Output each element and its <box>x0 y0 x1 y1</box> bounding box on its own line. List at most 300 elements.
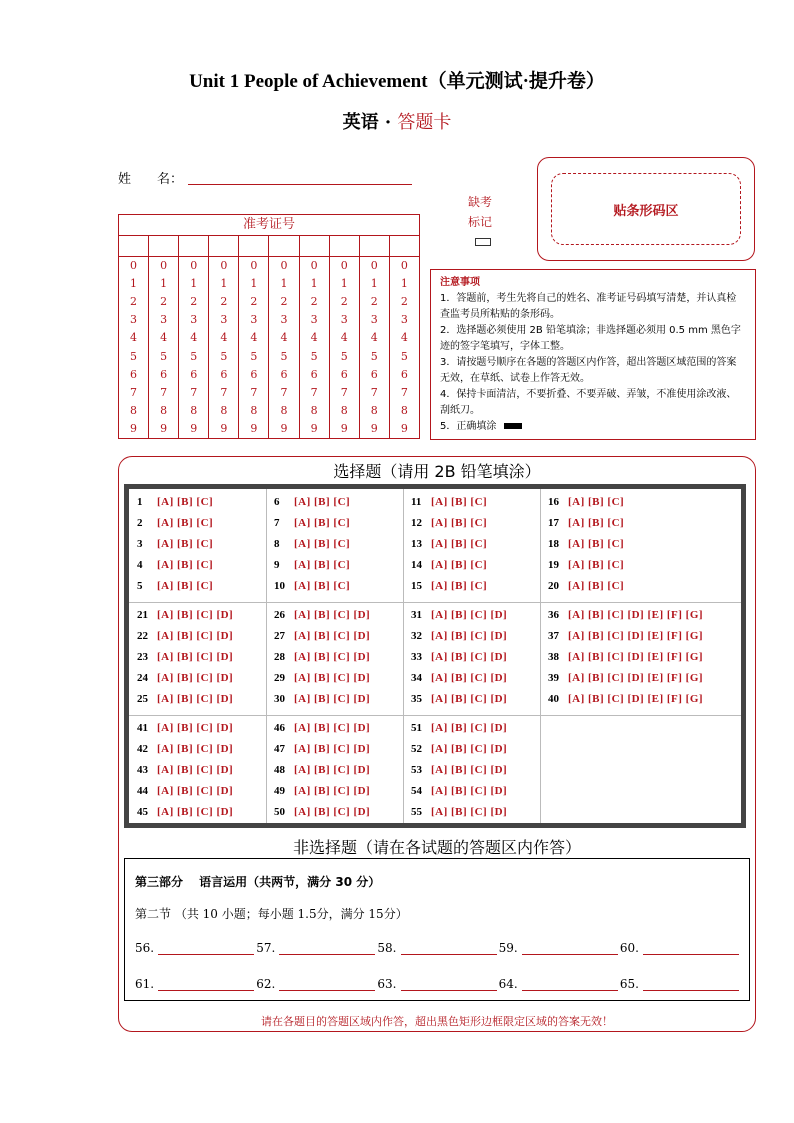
option-bubbles[interactable]: [A] [B] [C] <box>157 517 214 529</box>
question-row[interactable] <box>274 626 403 647</box>
question-number: 13 <box>411 538 422 550</box>
exam-digit-bubble[interactable]: 9 <box>190 421 198 435</box>
exam-digit-bubble[interactable]: 7 <box>190 385 198 399</box>
question-number: 53 <box>411 764 422 776</box>
question-row[interactable] <box>137 668 266 689</box>
exam-digit-bubble[interactable]: 5 <box>220 349 228 363</box>
exam-digit-bubble[interactable]: 7 <box>280 385 288 399</box>
question-number: 54 <box>411 785 422 797</box>
option-bubbles[interactable]: [A] [B] [C] [D] <box>431 609 508 621</box>
question-number: 4 <box>137 559 143 571</box>
exam-digit-column[interactable] <box>179 257 209 439</box>
exam-digit-bubble[interactable]: 3 <box>340 313 348 327</box>
exam-digit-bubble[interactable]: 5 <box>160 349 168 363</box>
exam-digit-bubble[interactable]: 2 <box>160 295 168 309</box>
exam-digit-bubble[interactable]: 6 <box>370 367 378 381</box>
question-row[interactable] <box>548 576 677 597</box>
notice-item: 3．请按题号顺序在各题的答题区内作答，超出答题区域范围的答案无效，在草纸、试卷上作答无效。 <box>440 357 737 384</box>
question-number: 28 <box>274 651 285 663</box>
grid-divider <box>403 489 404 823</box>
blank-line[interactable] <box>522 977 618 991</box>
option-bubbles[interactable]: [A] [B] [C] <box>431 538 488 550</box>
exam-digit-bubble[interactable]: 1 <box>370 277 378 291</box>
question-number: 10 <box>274 580 285 592</box>
exam-digit-bubble[interactable]: 9 <box>310 421 318 435</box>
question-block <box>540 602 704 710</box>
question-row[interactable] <box>548 647 704 668</box>
exam-digit-column[interactable] <box>360 257 390 439</box>
exam-number-cell[interactable] <box>209 236 239 256</box>
question-row[interactable] <box>548 555 677 576</box>
exam-digit-bubble[interactable]: 0 <box>400 259 408 272</box>
exam-digit-bubble[interactable]: 8 <box>250 403 258 417</box>
question-row[interactable] <box>548 492 677 513</box>
question-row[interactable] <box>411 781 540 802</box>
exam-digit-bubble[interactable]: 7 <box>250 385 258 399</box>
question-number: 50 <box>274 806 285 818</box>
option-bubbles[interactable]: [A] [B] [C] [D] [E] [F] [G] <box>568 651 704 663</box>
exam-digit-bubble[interactable]: 3 <box>400 313 408 327</box>
blank-number: 56. <box>135 941 155 955</box>
question-number: 29 <box>274 672 285 684</box>
exam-digit-bubble[interactable]: 8 <box>340 403 348 417</box>
part-title: 第三部分 语言运用（共两节，满分 30 分） <box>135 875 381 889</box>
option-bubbles[interactable]: [A] [B] [C] [D] <box>294 722 371 734</box>
answer-blank[interactable] <box>620 977 741 991</box>
nonchoice-section-title: 非选择题（请在各试题的答题区内作答） <box>292 838 581 857</box>
exam-digit-bubble[interactable]: 0 <box>190 259 198 272</box>
exam-digit-bubble[interactable]: 2 <box>220 295 228 309</box>
answer-blank[interactable] <box>377 941 498 955</box>
question-number: 39 <box>548 672 559 684</box>
exam-digit-bubble[interactable]: 0 <box>370 259 378 272</box>
exam-digit-bubble[interactable]: 0 <box>220 259 228 272</box>
blank-line[interactable] <box>401 941 497 955</box>
exam-number-cell[interactable] <box>239 236 269 256</box>
exam-digit-bubble[interactable]: 3 <box>370 313 378 327</box>
option-bubbles[interactable]: [A] [B] [C] <box>568 580 625 592</box>
question-row[interactable] <box>274 647 403 668</box>
question-row[interactable] <box>548 689 704 710</box>
answer-blank[interactable] <box>256 941 377 955</box>
option-bubbles[interactable]: [A] [B] [C] [D] <box>157 785 234 797</box>
exam-digit-bubble[interactable]: 8 <box>280 403 288 417</box>
exam-number-cell[interactable] <box>269 236 299 256</box>
exam-digit-bubble[interactable]: 6 <box>400 367 408 381</box>
exam-digit-bubble[interactable]: 8 <box>190 403 198 417</box>
blank-number: 61. <box>135 977 155 991</box>
answer-blank[interactable] <box>499 977 620 991</box>
option-bubbles[interactable]: [A] [B] [C] [D] <box>294 672 371 684</box>
option-bubbles[interactable]: [A] [B] [C] [D] [E] [F] [G] <box>568 609 704 621</box>
exam-digit-bubble[interactable]: 0 <box>250 259 258 272</box>
exam-digit-bubble[interactable]: 1 <box>190 277 198 291</box>
option-bubbles[interactable]: [A] [B] [C] <box>431 580 488 592</box>
exam-digit-bubble[interactable]: 5 <box>250 349 258 363</box>
exam-digit-column[interactable] <box>390 257 419 439</box>
exam-digit-bubble[interactable]: 6 <box>340 367 348 381</box>
option-bubbles[interactable]: [A] [B] [C] [D] <box>157 693 234 705</box>
exam-number-bubbles[interactable] <box>119 257 419 439</box>
exam-digit-bubble[interactable]: 1 <box>220 277 228 291</box>
exam-digit-bubble[interactable]: 4 <box>280 331 288 345</box>
option-bubbles[interactable]: [A] [B] [C] [D] [E] [F] [G] <box>568 672 704 684</box>
option-bubbles[interactable]: [A] [B] [C] [D] <box>157 806 234 818</box>
option-bubbles[interactable]: [A] [B] [C] <box>294 580 351 592</box>
question-number: 12 <box>411 517 422 529</box>
choice-section-title: 选择题（请用 2B 铅笔填涂） <box>333 462 541 481</box>
question-row[interactable] <box>137 576 266 597</box>
option-bubbles[interactable]: [A] [B] [C] [D] <box>431 630 508 642</box>
option-bubbles[interactable]: [A] [B] [C] <box>568 517 625 529</box>
exam-digit-bubble[interactable]: 6 <box>130 367 138 381</box>
blank-line[interactable] <box>158 977 254 991</box>
exam-digit-bubble[interactable]: 2 <box>250 295 258 309</box>
notice-box <box>430 269 756 440</box>
question-row[interactable] <box>548 534 677 555</box>
question-row[interactable] <box>137 555 266 576</box>
question-row[interactable] <box>411 802 540 823</box>
exam-digit-bubble[interactable]: 4 <box>370 331 378 345</box>
question-row[interactable] <box>274 513 403 534</box>
exam-digit-bubble[interactable]: 3 <box>310 313 318 327</box>
exam-digit-bubble[interactable]: 2 <box>340 295 348 309</box>
blank-number: 58. <box>377 941 397 955</box>
exam-digit-column[interactable] <box>239 257 269 439</box>
exam-digit-bubble[interactable]: 5 <box>130 349 138 363</box>
exam-digit-bubble[interactable]: 0 <box>160 259 168 272</box>
exam-digit-bubble[interactable]: 3 <box>220 313 228 327</box>
correct-fill-example <box>504 423 522 429</box>
exam-digit-bubble[interactable]: 1 <box>340 277 348 291</box>
exam-digit-bubble[interactable]: 5 <box>340 349 348 363</box>
question-row[interactable] <box>411 605 540 626</box>
question-row[interactable] <box>274 576 403 597</box>
question-row[interactable] <box>274 605 403 626</box>
exam-digit-bubble[interactable]: 9 <box>370 421 378 435</box>
question-row[interactable] <box>137 534 266 555</box>
answer-blank[interactable] <box>499 941 620 955</box>
question-row[interactable] <box>411 760 540 781</box>
notice-item-text: 5．正确填涂 <box>440 421 497 432</box>
blank-line[interactable] <box>522 941 618 955</box>
exam-digit-bubble[interactable]: 5 <box>280 349 288 363</box>
exam-digit-bubble[interactable]: 2 <box>310 295 318 309</box>
exam-digit-bubble[interactable]: 7 <box>160 385 168 399</box>
question-row[interactable] <box>274 534 403 555</box>
exam-digit-bubble[interactable]: 0 <box>130 259 138 272</box>
question-number: 51 <box>411 722 422 734</box>
question-row[interactable] <box>137 492 266 513</box>
question-row[interactable] <box>274 802 403 823</box>
exam-digit-bubble[interactable]: 2 <box>190 295 198 309</box>
question-number: 7 <box>274 517 280 529</box>
exam-digit-bubble[interactable]: 1 <box>130 277 138 291</box>
option-bubbles[interactable]: [A] [B] [C] <box>294 538 351 550</box>
option-bubbles[interactable]: [A] [B] [C] [D] <box>294 806 371 818</box>
question-row[interactable] <box>411 626 540 647</box>
answer-blank[interactable] <box>256 977 377 991</box>
exam-digit-bubble[interactable]: 4 <box>190 331 198 345</box>
blank-line[interactable] <box>158 941 254 955</box>
absent-mark-label <box>462 192 498 232</box>
option-bubbles[interactable]: [A] [B] [C] <box>431 496 488 508</box>
exam-digit-column[interactable] <box>149 257 179 439</box>
answer-blank[interactable] <box>135 977 256 991</box>
blank-number: 65. <box>619 977 639 991</box>
exam-digit-bubble[interactable]: 4 <box>340 331 348 345</box>
exam-digit-bubble[interactable]: 5 <box>190 349 198 363</box>
answer-area <box>118 456 756 1032</box>
option-bubbles[interactable]: [A] [B] [C] [D] <box>431 743 508 755</box>
option-bubbles[interactable]: [A] [B] [C] [D] <box>157 722 234 734</box>
option-bubbles[interactable]: [A] [B] [C] [D] <box>294 693 371 705</box>
exam-digit-bubble[interactable]: 4 <box>130 331 138 345</box>
blank-number: 59. <box>498 941 518 955</box>
grid-divider <box>540 489 541 823</box>
question-row[interactable] <box>411 576 540 597</box>
answer-blank[interactable] <box>620 941 741 955</box>
exam-digit-bubble[interactable]: 1 <box>310 277 318 291</box>
exam-digit-column[interactable] <box>119 257 149 439</box>
exam-number-cell[interactable] <box>119 236 149 256</box>
exam-digit-bubble[interactable]: 2 <box>370 295 378 309</box>
question-row[interactable] <box>411 513 540 534</box>
name-field[interactable] <box>188 184 412 185</box>
question-number: 22 <box>137 630 148 642</box>
exam-digit-bubble[interactable]: 9 <box>220 421 228 435</box>
option-bubbles[interactable]: [A] [B] [C] <box>568 538 625 550</box>
blank-line[interactable] <box>643 977 739 991</box>
exam-digit-bubble[interactable]: 6 <box>220 367 228 381</box>
option-bubbles[interactable]: [A] [B] [C] <box>431 517 488 529</box>
blank-line[interactable] <box>279 977 375 991</box>
exam-digit-bubble[interactable]: 6 <box>160 367 168 381</box>
exam-digit-bubble[interactable]: 7 <box>340 385 348 399</box>
exam-digit-bubble[interactable]: 9 <box>130 421 138 435</box>
question-row[interactable] <box>274 760 403 781</box>
option-bubbles[interactable]: [A] [B] [C] <box>294 517 351 529</box>
question-row[interactable] <box>137 689 266 710</box>
exam-number-write-row[interactable] <box>119 236 419 257</box>
question-row[interactable] <box>137 781 266 802</box>
question-number: 8 <box>274 538 280 550</box>
exam-digit-bubble[interactable]: 3 <box>250 313 258 327</box>
question-row[interactable] <box>274 555 403 576</box>
exam-digit-bubble[interactable]: 2 <box>130 295 138 309</box>
option-bubbles[interactable]: [A] [B] [C] [D] <box>431 651 508 663</box>
exam-digit-bubble[interactable]: 1 <box>400 277 408 291</box>
exam-digit-bubble[interactable]: 7 <box>310 385 318 399</box>
exam-digit-bubble[interactable]: 5 <box>370 349 378 363</box>
exam-digit-bubble[interactable]: 8 <box>220 403 228 417</box>
option-bubbles[interactable]: [A] [B] [C] [D] [E] [F] [G] <box>568 630 704 642</box>
option-bubbles[interactable]: [A] [B] [C] <box>157 580 214 592</box>
question-number: 55 <box>411 806 422 818</box>
exam-digit-bubble[interactable]: 4 <box>220 331 228 345</box>
option-bubbles[interactable]: [A] [B] [C] [D] <box>294 609 371 621</box>
exam-digit-column[interactable] <box>330 257 360 439</box>
exam-digit-bubble[interactable]: 9 <box>250 421 258 435</box>
question-row[interactable] <box>137 760 266 781</box>
exam-digit-bubble[interactable]: 3 <box>160 313 168 327</box>
answer-blank[interactable] <box>135 941 256 955</box>
exam-digit-bubble[interactable]: 6 <box>310 367 318 381</box>
option-bubbles[interactable]: [A] [B] [C] [D] [E] [F] [G] <box>568 693 704 705</box>
option-bubbles[interactable]: [A] [B] [C] [D] <box>294 630 371 642</box>
blank-line[interactable] <box>401 977 497 991</box>
exam-digit-bubble[interactable]: 5 <box>310 349 318 363</box>
answer-blank[interactable] <box>377 977 498 991</box>
question-row[interactable] <box>274 781 403 802</box>
question-row[interactable] <box>274 718 403 739</box>
question-number: 34 <box>411 672 422 684</box>
exam-digit-bubble[interactable]: 7 <box>130 385 138 399</box>
exam-digit-bubble[interactable]: 0 <box>310 259 318 272</box>
option-bubbles[interactable]: [A] [B] [C] <box>157 538 214 550</box>
option-bubbles[interactable]: [A] [B] [C] [D] <box>431 672 508 684</box>
absent-label-line1: 缺考 <box>467 195 492 209</box>
exam-digit-bubble[interactable]: 8 <box>130 403 138 417</box>
question-number: 15 <box>411 580 422 592</box>
card-label: 答题卡 <box>397 112 452 133</box>
exam-digit-bubble[interactable]: 9 <box>340 421 348 435</box>
question-row[interactable] <box>411 492 540 513</box>
exam-digit-bubble[interactable]: 0 <box>280 259 288 272</box>
option-bubbles[interactable]: [A] [B] [C] [D] <box>157 743 234 755</box>
question-row[interactable] <box>411 534 540 555</box>
exam-digit-bubble[interactable]: 8 <box>310 403 318 417</box>
grid-divider <box>266 489 267 823</box>
option-bubbles[interactable]: [A] [B] [C] <box>568 559 625 571</box>
question-row[interactable] <box>137 802 266 823</box>
question-number: 26 <box>274 609 285 621</box>
exam-number-cell[interactable] <box>360 236 390 256</box>
exam-digit-column[interactable] <box>269 257 299 439</box>
exam-digit-bubble[interactable]: 1 <box>250 277 258 291</box>
exam-digit-bubble[interactable]: 4 <box>400 331 408 345</box>
question-row[interactable] <box>548 513 677 534</box>
question-row[interactable] <box>548 605 704 626</box>
question-number: 3 <box>137 538 143 550</box>
exam-digit-bubble[interactable]: 3 <box>130 313 138 327</box>
question-row[interactable] <box>411 718 540 739</box>
question-row[interactable] <box>411 555 540 576</box>
option-bubbles[interactable]: [A] [B] [C] [D] <box>431 722 508 734</box>
exam-digit-bubble[interactable]: 6 <box>250 367 258 381</box>
question-number: 46 <box>274 722 285 734</box>
question-row[interactable] <box>274 739 403 760</box>
option-bubbles[interactable]: [A] [B] [C] [D] <box>431 764 508 776</box>
question-row[interactable] <box>274 668 403 689</box>
question-row[interactable] <box>137 718 266 739</box>
exam-digit-bubble[interactable]: 0 <box>340 259 348 272</box>
question-row[interactable] <box>137 626 266 647</box>
exam-number-cell[interactable] <box>330 236 360 256</box>
exam-digit-bubble[interactable]: 7 <box>400 385 408 399</box>
question-number: 41 <box>137 722 148 734</box>
question-row[interactable] <box>548 626 704 647</box>
exam-digit-bubble[interactable]: 4 <box>160 331 168 345</box>
option-bubbles[interactable]: [A] [B] [C] [D] <box>431 806 508 818</box>
exam-number-cell[interactable] <box>149 236 179 256</box>
exam-digit-bubble[interactable]: 8 <box>400 403 408 417</box>
option-bubbles[interactable]: [A] [B] [C] [D] <box>157 672 234 684</box>
exam-digit-bubble[interactable]: 5 <box>400 349 408 363</box>
option-bubbles[interactable]: [A] [B] [C] [D] <box>157 609 234 621</box>
option-bubbles[interactable]: [A] [B] [C] <box>157 496 214 508</box>
exam-digit-bubble[interactable]: 1 <box>160 277 168 291</box>
exam-digit-bubble[interactable]: 9 <box>400 421 408 435</box>
option-bubbles[interactable]: [A] [B] [C] <box>568 496 625 508</box>
exam-digit-bubble[interactable]: 7 <box>220 385 228 399</box>
option-bubbles[interactable]: [A] [B] [C] <box>294 496 351 508</box>
question-row[interactable] <box>274 689 403 710</box>
option-bubbles[interactable]: [A] [B] [C] [D] <box>431 693 508 705</box>
option-bubbles[interactable]: [A] [B] [C] [D] <box>431 785 508 797</box>
exam-digit-bubble[interactable]: 4 <box>250 331 258 345</box>
blank-row <box>135 977 741 991</box>
question-row[interactable] <box>411 739 540 760</box>
exam-digit-bubble[interactable]: 8 <box>160 403 168 417</box>
exam-digit-bubble[interactable]: 7 <box>370 385 378 399</box>
exam-digit-column[interactable] <box>209 257 239 439</box>
exam-digit-column[interactable] <box>300 257 330 439</box>
option-bubbles[interactable]: [A] [B] [C] [D] <box>294 651 371 663</box>
exam-number-cell[interactable] <box>179 236 209 256</box>
option-bubbles[interactable]: [A] [B] [C] <box>431 559 488 571</box>
exam-digit-bubble[interactable]: 2 <box>400 295 408 309</box>
question-row[interactable] <box>274 492 403 513</box>
option-bubbles[interactable]: [A] [B] [C] [D] <box>157 764 234 776</box>
option-bubbles[interactable]: [A] [B] [C] [D] <box>157 651 234 663</box>
blank-line[interactable] <box>279 941 375 955</box>
question-number: 32 <box>411 630 422 642</box>
option-bubbles[interactable]: [A] [B] [C] [D] <box>294 785 371 797</box>
subtitle-dot: · <box>384 112 392 133</box>
exam-digit-bubble[interactable]: 6 <box>280 367 288 381</box>
blank-line[interactable] <box>643 941 739 955</box>
absent-mark-box[interactable] <box>475 238 491 246</box>
question-row[interactable] <box>137 739 266 760</box>
question-row[interactable] <box>137 647 266 668</box>
option-bubbles[interactable]: [A] [B] [C] [D] <box>157 630 234 642</box>
exam-number-cell[interactable] <box>390 236 419 256</box>
option-bubbles[interactable]: [A] [B] [C] <box>157 559 214 571</box>
question-row[interactable] <box>411 689 540 710</box>
exam-digit-bubble[interactable]: 6 <box>190 367 198 381</box>
exam-digit-bubble[interactable]: 9 <box>280 421 288 435</box>
question-number: 31 <box>411 609 422 621</box>
question-row[interactable] <box>411 668 540 689</box>
notice-item: 4．保持卡面清洁，不要折叠、不要弄破、弄皱，不准使用涂改液、刮纸刀。 <box>440 389 737 416</box>
option-bubbles[interactable]: [A] [B] [C] <box>294 559 351 571</box>
option-bubbles[interactable]: [A] [B] [C] [D] <box>294 743 371 755</box>
exam-digit-bubble[interactable]: 9 <box>160 421 168 435</box>
question-row[interactable] <box>548 668 704 689</box>
question-row[interactable] <box>137 605 266 626</box>
exam-digit-bubble[interactable]: 4 <box>310 331 318 345</box>
exam-digit-bubble[interactable]: 3 <box>280 313 288 327</box>
exam-digit-bubble[interactable]: 1 <box>280 277 288 291</box>
exam-digit-bubble[interactable]: 8 <box>370 403 378 417</box>
exam-digit-bubble[interactable]: 2 <box>280 295 288 309</box>
question-row[interactable] <box>137 513 266 534</box>
exam-number-cell[interactable] <box>300 236 330 256</box>
question-row[interactable] <box>411 647 540 668</box>
exam-digit-bubble[interactable]: 3 <box>190 313 198 327</box>
option-bubbles[interactable]: [A] [B] [C] [D] <box>294 764 371 776</box>
